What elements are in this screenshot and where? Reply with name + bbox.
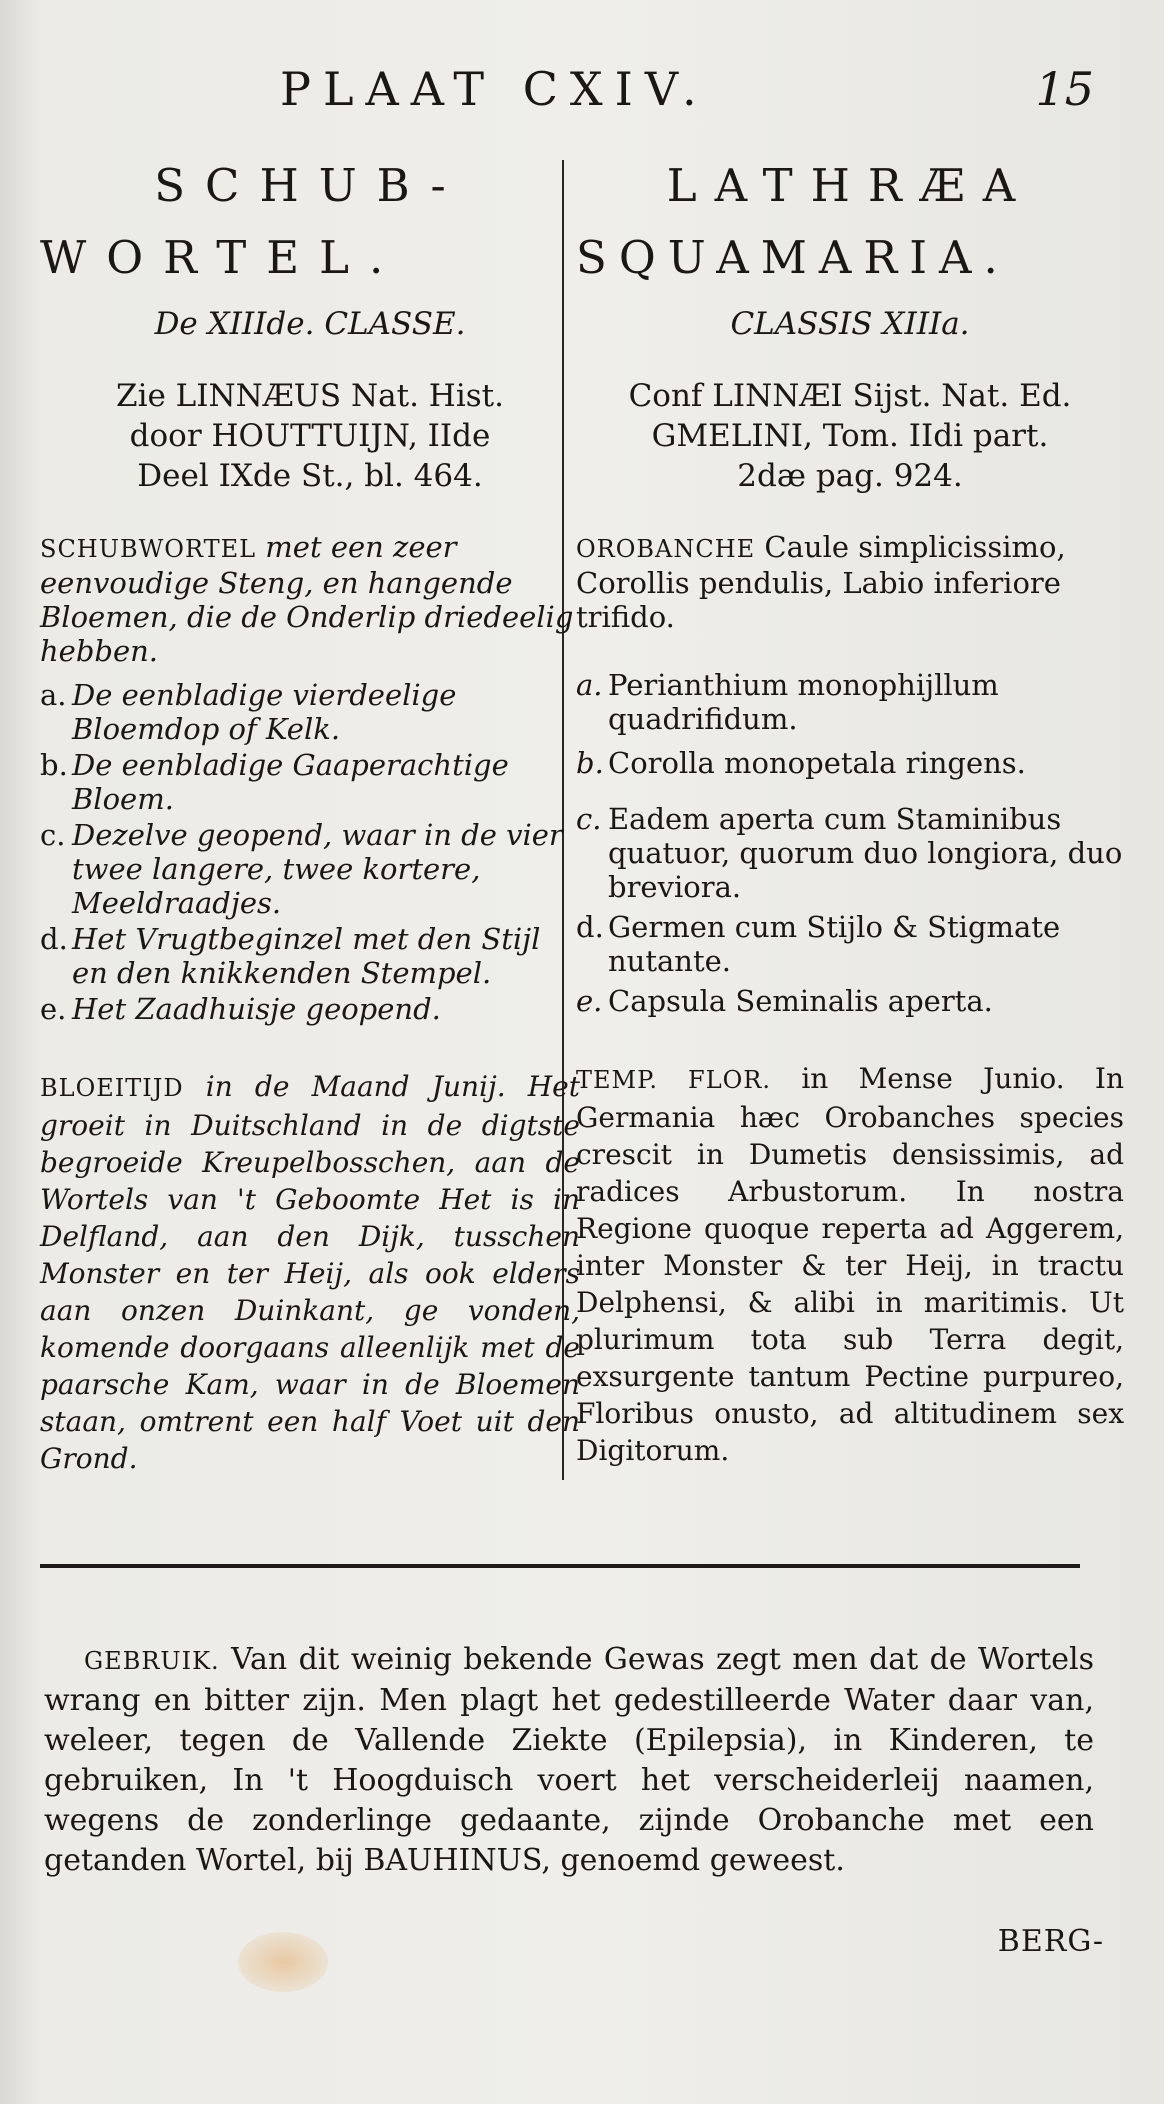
item-text: Eadem aperta cum Staminibus quatuor, quorum duo longiora, duo breviora. — [608, 802, 1123, 904]
item-text: De eenbladige Gaaperachtige Bloem. — [72, 748, 509, 816]
latin-flowering-text: in Mense Junio. In Germania hæc Orobanches species crescit in Dumetis densissimis, ad radices Arbustorum. In nostra Regione quoque reperta ad Aggerem, inter Monster & ter Heij, in tractu Delphensi, & alibi in maritimis. Ut plurimum tota sub Terra degit, exsurgente tantum Pectine purpureo, Floribus onusto, ad altitudinem sex Digitorum. — [576, 1062, 1125, 1467]
item-key: e. — [40, 992, 67, 1026]
page-number: 15 — [1035, 62, 1094, 116]
dutch-title-line2: WORTEL. — [40, 231, 404, 284]
list-item — [40, 748, 580, 816]
latin-item-list — [576, 668, 1124, 1018]
usage-label: GEBRUIK. — [84, 1647, 220, 1675]
dutch-reference-line: Deel IXde St., bl. 464. — [137, 458, 483, 494]
latin-reference-line: GMELINI, Tom. IIdi part. — [651, 418, 1049, 454]
dutch-description-label: SCHUBWORTEL — [40, 535, 257, 563]
dutch-description — [40, 530, 580, 668]
latin-reference-line: 2dæ pag. 924. — [737, 458, 963, 494]
latin-description-label: OROBANCHE — [576, 535, 756, 563]
usage-text: Van dit weinig bekende Gewas zegt men dat de Wortels wrang en bitter zijn. Men plagt het gedestilleerde Water daar van, weleer, tegen de Vallende Ziekte (Epilepsia), in Kinderen, te gebruiken, In 't Hoogduisch voert het verscheiderleij naamen, wegens de zonderlinge gedaante, zijnde Orobanche met een getanden Wortel, bij BAUHINUS, genoemd geweest. — [44, 1642, 1094, 1878]
item-key: b. — [576, 746, 604, 780]
horizontal-rule — [40, 1564, 1080, 1568]
item-key: a. — [40, 678, 67, 712]
header — [0, 62, 1164, 122]
item-key: d. — [40, 922, 68, 956]
list-item — [576, 802, 1124, 904]
dutch-reference-line: door HOUTTUIJN, IIde — [129, 418, 491, 454]
list-item — [40, 818, 580, 920]
dutch-flowering-paragraph — [40, 1068, 580, 1477]
latin-column — [576, 150, 1124, 1469]
list-item — [40, 922, 580, 990]
plate-title: PLAAT CXIV. — [280, 62, 709, 116]
dutch-reference-line: Zie LINNÆUS Nat. Hist. — [116, 378, 504, 414]
item-text: Perianthium monophijllum quadrifidum. — [608, 668, 999, 736]
latin-reference — [576, 376, 1124, 496]
list-item — [576, 984, 1124, 1018]
item-text: Corolla monopetala ringens. — [608, 746, 1026, 780]
item-key: b. — [40, 748, 68, 782]
item-key: d. — [576, 910, 604, 944]
item-text: Het Vrugtbeginzel met den Stijl en den knikkenden Stempel. — [72, 922, 541, 990]
dutch-flowering-text: in de Maand Junij. Het groeit in Duitschland in de digtste begroeide Kreupelbosschen, aan de Wortels van 't Geboomte Het is in Delfland, aan den Dijk, tusschen Monster en ter Heij, als ook elders aan onzen Duinkant, ge vonden, komende doorgaans alleenlijk met de paarsche Kam, waar in de Bloemen staan, omtrent een half Voet uit den Grond. — [40, 1070, 580, 1475]
list-item — [40, 992, 580, 1026]
item-text: De eenbladige vierdeelige Bloemdop of Kelk. — [72, 678, 457, 746]
dutch-flowering-label: BLOEITIJD — [40, 1074, 184, 1102]
latin-title-line2: SQUAMARIA. — [576, 231, 1010, 284]
paper-stain — [238, 1932, 328, 1992]
dutch-item-list — [40, 678, 580, 1026]
latin-description-text: Caule simplicissimo, Corollis pendulis, Labio inferiore trifido. — [576, 530, 1066, 634]
item-text: Het Zaadhuisje geopend. — [72, 992, 441, 1026]
dutch-reference — [40, 376, 580, 496]
item-text: Germen cum Stijlo & Stigmate nutante. — [608, 910, 1061, 978]
latin-title-line1: LATHRÆA — [666, 159, 1034, 212]
list-item — [576, 668, 1124, 736]
usage-paragraph — [44, 1640, 1094, 1881]
latin-flowering-label: TEMP. FLOR. — [576, 1066, 772, 1094]
dutch-description-text: met een zeer eenvoudige Steng, en hangende Bloemen, die de Onderlip driedeelig hebben. — [40, 530, 574, 668]
dutch-column — [40, 150, 580, 1477]
latin-description — [576, 530, 1124, 634]
latin-classe: CLASSIS XIIIa. — [730, 306, 970, 342]
item-key: e. — [576, 984, 603, 1018]
item-text: Dezelve geopend, waar in de vier twee langere, twee kortere, Meeldraadjes. — [72, 818, 563, 920]
list-item — [576, 910, 1124, 978]
latin-reference-line: Conf LINNÆI Sijst. Nat. Ed. — [628, 378, 1072, 414]
list-item — [576, 746, 1124, 780]
catchword: BERG- — [997, 1924, 1104, 1959]
item-key: a. — [576, 668, 603, 702]
item-key: c. — [40, 818, 66, 852]
item-key: c. — [576, 802, 602, 836]
dutch-classe: De XIIIde. CLASSE. — [154, 306, 466, 342]
list-item — [40, 678, 580, 746]
item-text: Capsula Seminalis aperta. — [608, 984, 993, 1018]
latin-flowering-paragraph — [576, 1060, 1124, 1469]
dutch-title-line1: SCHUB- — [154, 159, 466, 212]
